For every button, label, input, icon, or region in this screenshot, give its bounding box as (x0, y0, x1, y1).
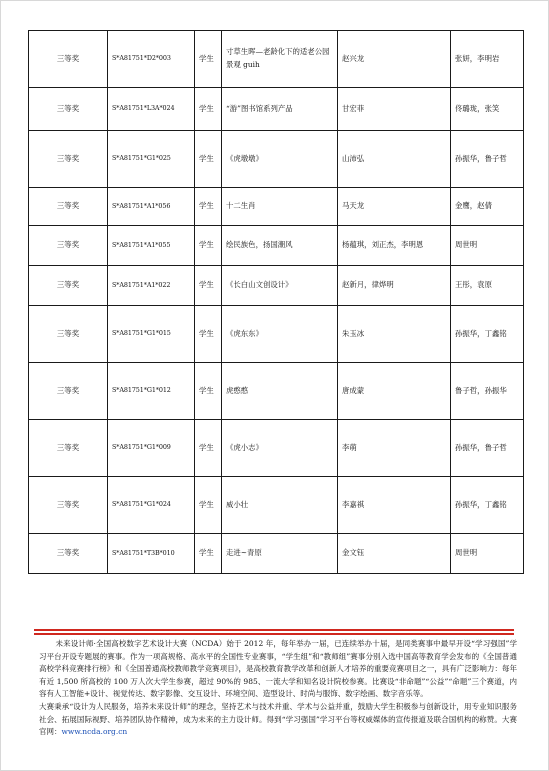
group-cell: 学生 (195, 420, 222, 477)
divider-red-bottom (34, 633, 514, 635)
authors-cell: 山沛弘 (338, 131, 451, 188)
award-cell: 三等奖 (29, 477, 108, 534)
code-cell: S*A81751*A1*056 (108, 188, 195, 226)
award-cell: 三等奖 (29, 88, 108, 131)
code-cell: S*A81751*G1*012 (108, 363, 195, 420)
competition-intro (39, 638, 517, 739)
table-row (29, 226, 524, 266)
table-row (29, 477, 524, 534)
work-title-cell: 《虎东东》 (222, 306, 338, 363)
award-cell: 三等奖 (29, 226, 108, 266)
teachers-cell: 王彤，袁原 (451, 266, 524, 306)
authors-cell: 马天龙 (338, 188, 451, 226)
group-cell: 学生 (195, 266, 222, 306)
intro-paragraph-2-text: 大赛秉承“设计为人民服务，培养未来设计师”的理念，坚持艺术与技术并重、学术与公益并重，鼓励大学生积极参与创新设计，用专业知识服务社会、拓展国际视野、培养团队协作精神，成为未来的主力设计师。得到“学习强国”学习平台等权威媒体的宣传报道及联合国机构的称赞。大赛官网： (39, 701, 517, 737)
table-row (29, 534, 524, 574)
teachers-cell: 佟璐珑，张笑 (451, 88, 524, 131)
code-cell: S*A81751*G1*024 (108, 477, 195, 534)
group-cell: 学生 (195, 363, 222, 420)
code-cell: S*A81751*D2*003 (108, 31, 195, 88)
award-cell: 三等奖 (29, 306, 108, 363)
divider-red-top (34, 629, 514, 631)
group-cell: 学生 (195, 306, 222, 363)
authors-cell: 金文钰 (338, 534, 451, 574)
authors-cell: 李嘉祺 (338, 477, 451, 534)
group-cell: 学生 (195, 477, 222, 534)
authors-cell: 甘宏菲 (338, 88, 451, 131)
awards-table-body (29, 31, 524, 574)
code-cell: S*A81751*A1*022 (108, 266, 195, 306)
group-cell: 学生 (195, 188, 222, 226)
teachers-cell: 张妍，李明岩 (451, 31, 524, 88)
teachers-cell: 孙振华，丁鑫铭 (451, 306, 524, 363)
award-cell: 三等奖 (29, 420, 108, 477)
authors-cell: 杨蕴琪，刘正杰，李明恩 (338, 226, 451, 266)
authors-cell: 唐成蒙 (338, 363, 451, 420)
award-cell: 三等奖 (29, 188, 108, 226)
award-cell: 三等奖 (29, 131, 108, 188)
table-row (29, 363, 524, 420)
group-cell: 学生 (195, 226, 222, 266)
work-title-cell: 绘民族色，扬国潮风 (222, 226, 338, 266)
teachers-cell: 周世明 (451, 534, 524, 574)
code-cell: S*A81751*T3B*010 (108, 534, 195, 574)
work-title-cell: 十二生肖 (222, 188, 338, 226)
authors-cell: 赵兴龙 (338, 31, 451, 88)
work-title-cell: 走进~青原 (222, 534, 338, 574)
table-row (29, 266, 524, 306)
award-cell: 三等奖 (29, 31, 108, 88)
authors-cell: 李萌 (338, 420, 451, 477)
work-title-cell: 《虎墩墩》 (222, 131, 338, 188)
code-cell: S*A81751*G1*009 (108, 420, 195, 477)
table-row (29, 188, 524, 226)
award-cell: 三等奖 (29, 266, 108, 306)
work-title-cell: 威小壮 (222, 477, 338, 534)
work-title-cell: 《虎小志》 (222, 420, 338, 477)
teachers-cell: 鲁子哲，孙振华 (451, 363, 524, 420)
group-cell: 学生 (195, 31, 222, 88)
table-row (29, 88, 524, 131)
code-cell: S*A81751*G1*015 (108, 306, 195, 363)
code-cell: S*A81751*A1*055 (108, 226, 195, 266)
work-title-cell: 虎憨憨 (222, 363, 338, 420)
group-cell: 学生 (195, 534, 222, 574)
teachers-cell: 周世明 (451, 226, 524, 266)
table-row (29, 31, 524, 88)
table-row (29, 420, 524, 477)
work-title-cell: 《长白山文创设计》 (222, 266, 338, 306)
teachers-cell: 孙振华，鲁子哲 (451, 131, 524, 188)
teachers-cell: 孙振华，丁鑫铭 (451, 477, 524, 534)
teachers-cell: 金鹰，赵倩 (451, 188, 524, 226)
code-cell: S*A81751*L3A*024 (108, 88, 195, 131)
code-cell: S*A81751*G1*025 (108, 131, 195, 188)
table-row (29, 306, 524, 363)
group-cell: 学生 (195, 88, 222, 131)
group-cell: 学生 (195, 131, 222, 188)
authors-cell: 赵新月，律烨明 (338, 266, 451, 306)
awards-table (28, 30, 524, 574)
authors-cell: 朱玉冰 (338, 306, 451, 363)
intro-paragraph-2 (39, 701, 517, 739)
table-row (29, 131, 524, 188)
official-site-link[interactable]: www.ncda.org.cn (61, 727, 128, 737)
teachers-cell: 孙振华，鲁子哲 (451, 420, 524, 477)
award-cell: 三等奖 (29, 534, 108, 574)
award-cell: 三等奖 (29, 363, 108, 420)
work-title-cell: 寸草生晖—老龄化下的适老公园景观 guih (222, 31, 338, 88)
work-title-cell: “游”图书馆系列产品 (222, 88, 338, 131)
intro-paragraph-1: 未来设计师·全国高校数字艺术设计大赛（NCDA）始于 2012 年，每年举办一届，已连续举办十届，是同类赛事中最早开设“学习强国”学习平台开设专题展的赛事。作为一项高规格、高水平的全国性专业赛事，“学生组”和“教师组”赛事分别入选中国高等教育学会发布的《全国普通高校学科竞赛排行榜》和《全国普通高校教师教学竞赛项目》，是高校教育教学改革和创新人才培养的重要竞赛项目之一，具有广泛影响力：每年有近 1,500 所高校的 100 万人次大学生参赛，超过 90%的 985、一流大学和知名设计院校参赛。比赛设“非命题”“公益”“命题”三个赛道，内容有人工智能+设计、视觉传达、数字影像、交互设计、环境空间、造型设计、时尚与服饰、数字绘画、数字音乐等。 (39, 639, 517, 699)
